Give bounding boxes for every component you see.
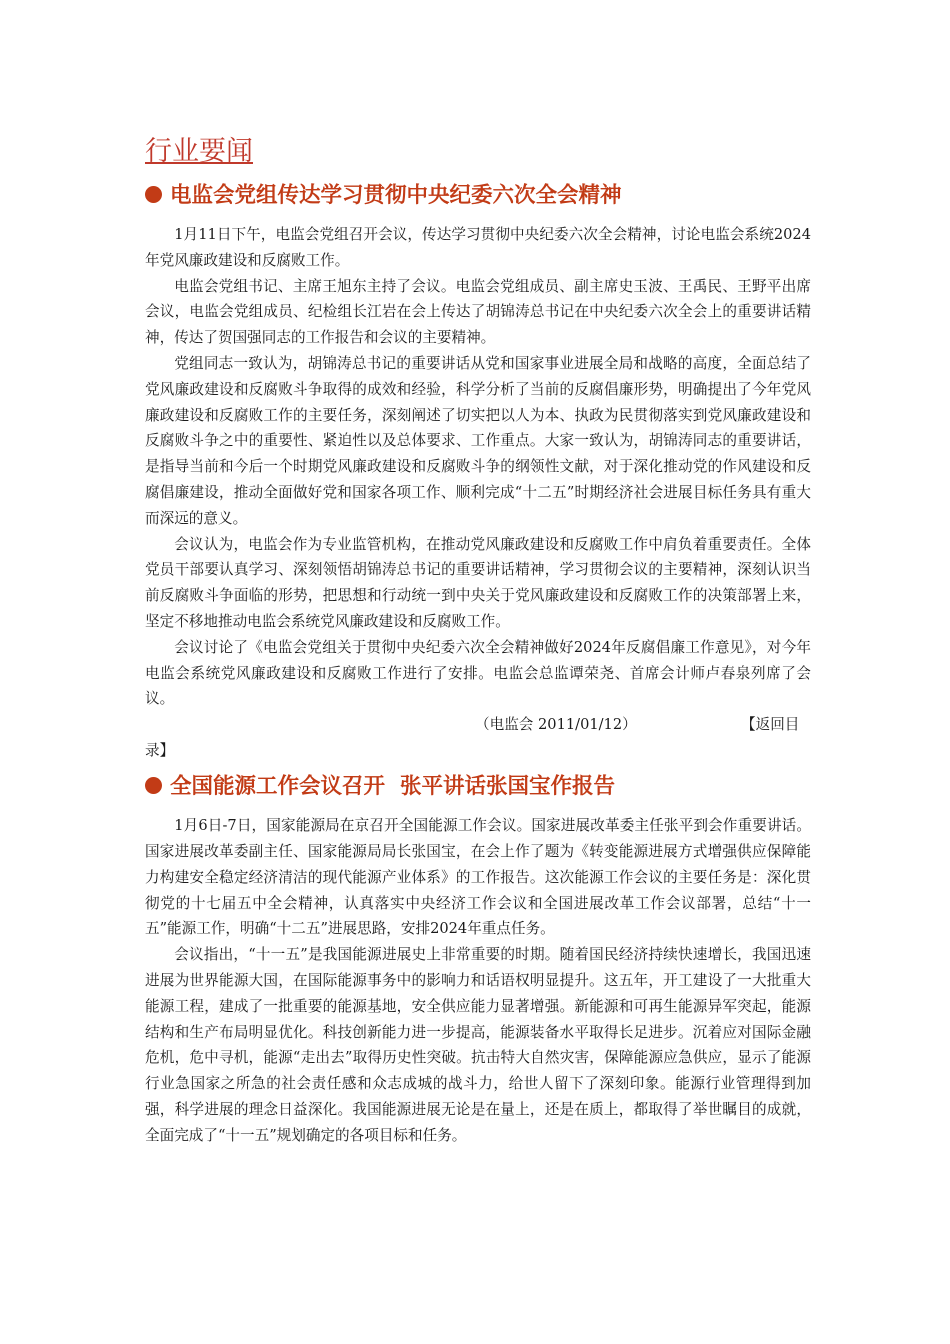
section-title: 行业要闻 <box>145 136 253 167</box>
article-1 <box>145 178 811 763</box>
article-2 <box>145 769 811 1148</box>
bullet-icon <box>145 777 162 794</box>
back-to-toc-link[interactable]: 【返回目 <box>741 716 800 734</box>
article-heading <box>145 769 811 805</box>
paragraph: 会议指出，“十一五”是我国能源进展史上非常重要的时期。随着国民经济持续快速增长，我国迅速进展为世界能源大国，在国际能源事务中的影响力和话语权明显提升。这五年，开工建设了一大批重大能源工程，建成了一批重要的能源基地，安全供应能力显著增强。新能源和可再生能源异军突起，能源结构和生产布局明显优化。科技创新能力进一步提高，能源装备水平取得长足进步。沉着应对国际金融危机，危中寻机，能源“走出去”取得历史性突破。抗击特大自然灾害，保障能源应急供应，显示了能源行业急国家之所急的社会责任感和众志成城的战斗力，给世人留下了深刻印象。能源行业管理得到加强，科学进展的理念日益深化。我国能源进展无论是在量上，还是在质上，都取得了举世瞩目的成就，全面完成了“十一五”规划确定的各项目标和任务。 <box>145 946 811 1144</box>
paragraph: 会议讨论了《电监会党组关于贯彻中央纪委六次全会精神做好2024年反腐倡廉工作意见》，对今年电监会系统党风廉政建设和反腐败工作进行了安排。电监会总监谭荣尧、首席会计师卢春泉列席了会议。 <box>145 638 811 708</box>
article-heading-text: 电监会党组传达学习贯彻中央纪委六次全会精神 <box>170 183 622 208</box>
bullet-icon <box>145 186 162 203</box>
article-heading-text: 全国能源工作会议召开 张平讲话张国宝作报告 <box>170 774 615 800</box>
source-line <box>145 712 811 763</box>
paragraph: 1月11日下午，电监会党组召开会议，传达学习贯彻中央纪委六次全会精神，讨论电监会系统2024年党风廉政建设和反腐败工作。 <box>145 226 811 269</box>
paragraph: 电监会党组书记、主席王旭东主持了会议。电监会党组成员、副主席史玉波、王禹民、王野平出席会议，电监会党组成员、纪检组长江岩在会上传达了胡锦涛总书记在中央纪委六次全会上的重要讲话精神，传达了贺国强同志的工作报告和会议的主要精神。 <box>145 277 811 347</box>
paragraph: 党组同志一致认为，胡锦涛总书记的重要讲话从党和国家事业进展全局和战略的高度，全面总结了党风廉政建设和反腐败斗争取得的成效和经验，科学分析了当前的反腐倡廉形势，明确提出了今年党风廉政建设和反腐败工作的主要任务，深刻阐述了切实把以人为本、执政为民贯彻落实到党风廉政建设和反腐败斗争之中的重要性、紧迫性以及总体要求、工作重点。大家一致认为，胡锦涛同志的重要讲话，是指导当前和今后一个时期党风廉政建设和反腐败斗争的纲领性文献，对于深化推动党的作风建设和反腐倡廉建设，推动全面做好党和国家各项工作、顺利完成“十二五”时期经济社会进展目标任务具有重大而深远的意义。 <box>145 354 811 527</box>
paragraph: 会议认为，电监会作为专业监管机构，在推动党风廉政建设和反腐败工作中肩负着重要责任。全体党员干部要认真学习、深刻领悟胡锦涛总书记的重要讲话精神，学习贯彻会议的主要精神，深刻认识当前反腐败斗争面临的形势，把思想和行动统一到中央关于党风廉政建设和反腐败工作的决策部署上来，坚定不移地推动电监会系统党风廉政建设和反腐败工作。 <box>145 535 811 630</box>
article-heading <box>145 178 811 214</box>
back-to-toc-link-cont[interactable]: 录】 <box>145 741 175 759</box>
article-source: （电监会 2011/01/12） <box>475 716 637 734</box>
document-page <box>145 132 811 1155</box>
paragraph: 1月6日-7日，国家能源局在京召开全国能源工作会议。国家进展改革委主任张平到会作重要讲话。国家进展改革委副主任、国家能源局局长张国宝，在会上作了题为《转变能源进展方式增强供应保障能力构建安全稳定经济清洁的现代能源产业体系》的工作报告。这次能源工作会议的主要任务是：深化贯彻党的十七届五中全会精神，认真落实中央经济工作会议和全国进展改革工作会议部署，总结“十一五”能源工作，明确“十二五”进展思路，安排2024年重点任务。 <box>145 817 811 938</box>
